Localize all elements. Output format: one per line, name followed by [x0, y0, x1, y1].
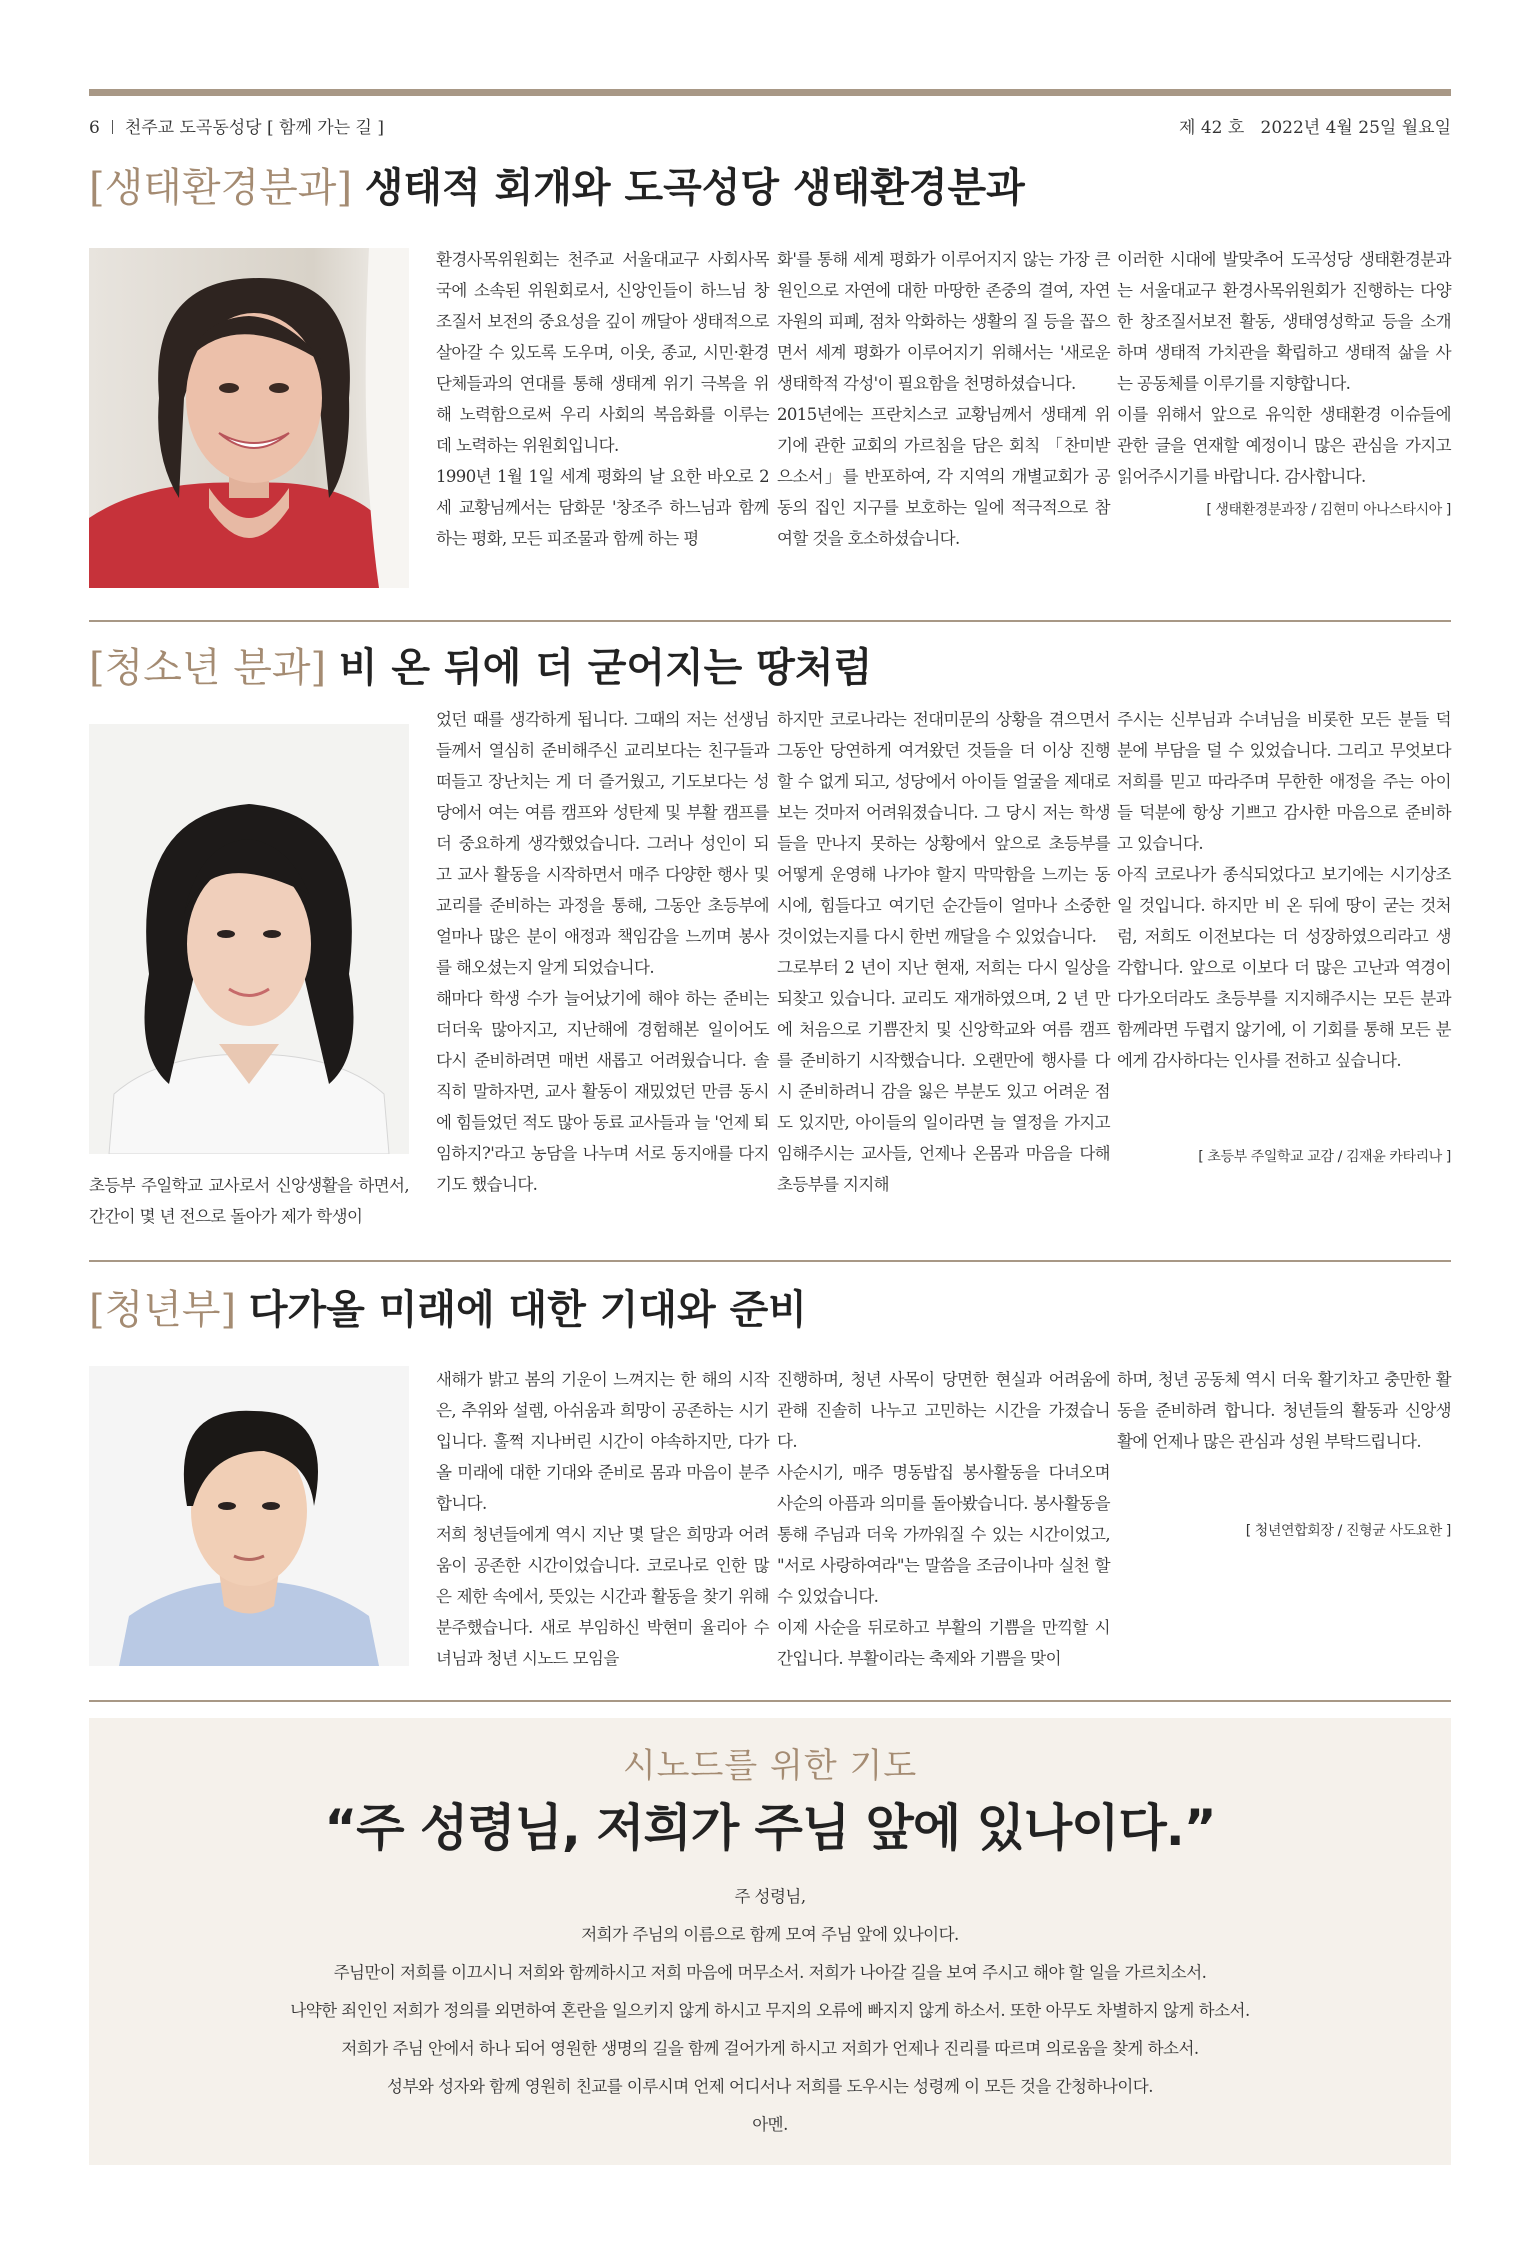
article-column-3 — [777, 704, 1110, 1200]
prayer-title: “주 성령님, 저희가 주님 앞에 있나이다.” — [324, 1799, 1216, 1857]
article-column-1 — [89, 1170, 409, 1232]
article-paragraph: 하며, 청년 공동체 역시 더욱 활기차고 충만한 활동을 준비하려 합니다. 청년들의 활동과 신앙생활에 언제나 많은 관심과 성원 부탁드립니다. — [1117, 1370, 1451, 1451]
prayer-line: 성부와 성자와 함께 영원히 친교를 이루시며 언제 어디서나 저희를 도우시는 성령께 이 모든 것을 간청하나이다. — [387, 2077, 1153, 2096]
section-divider — [89, 620, 1451, 622]
issue-number: 제 42 호 — [1179, 118, 1245, 138]
article-column-3 — [1117, 244, 1451, 492]
article-paragraph: 새해가 밝고 봄의 기운이 느껴지는 한 해의 시작은, 추위와 설렘, 아쉬움과 희망이 공존하는 시기입니다. 훌쩍 지나버린 시간이 야속하지만, 다가올 미래에 대한 기대와 준비로 몸과 마음이 분주합니다. — [436, 1370, 769, 1513]
author-byline: [ 청년연합회장 / 진형균 사도요한 ] — [1245, 1523, 1451, 1539]
article-paragraph: 이를 위해서 앞으로 유익한 생태환경 이슈들에 관한 글을 연재할 예정이니 많은 관심을 가지고 읽어주시기를 바랍니다. 감사합니다. — [1117, 405, 1451, 486]
article-column-2 — [436, 704, 769, 1200]
article-paragraph: 해마다 학생 수가 늘어났기에 해야 하는 준비는 더더욱 많아지고, 지난해에 경험해본 일이어도 다시 준비하려면 매번 새롭고 어려웠습니다. 솔직히 말하자면, 교사 활동이 재밌었던 만큼 동시에 힘들었던 적도 많아 동료 교사들과 늘 '언제 퇴임하지?'라고 농담을 나누며 서로 동지애를 다지기도 했습니다. — [436, 989, 769, 1194]
article-paragraph: 그로부터 2 년이 지난 현재, 저희는 다시 일상을 되찾고 있습니다. 교리도 재개하였으며, 2 년 만에 처음으로 기쁨잔치 및 신앙학교와 여름 캠프를 준비하기 시작했습니다. 오랜만에 행사를 다시 준비하려니 감을 잃은 부분도 있고 어려운 점도 있지만, 아이들의 일이라면 늘 열정을 가지고 임해주시는 교사들, 언제나 온몸과 마음을 다해 초등부를 지지해 — [777, 958, 1110, 1194]
header-right — [1179, 113, 1451, 138]
author-byline: [ 초등부 주일학교 교감 / 김재윤 카타리나 ] — [1198, 1149, 1451, 1165]
prayer-text — [89, 1878, 1451, 2144]
section-young-adult — [89, 1282, 1451, 1702]
article-paragraph: 었던 때를 생각하게 됩니다. 그때의 저는 선생님들께서 열심히 준비해주신 교리보다는 친구들과 떠들고 장난치는 게 더 즐거웠고, 기도보다는 성당에서 여는 여름 캠프와 성탄제 및 부활 캠프를 더 중요하게 생각했었습니다. 그러나 성인이 되고 교사 활동을 시작하면서 매주 다양한 행사 및 교리를 준비하는 과정을 통해, 그동안 초등부에 얼마나 많은 분이 애정과 책임감을 느끼며 봉사를 해오셨는지 알게 되었습니다. — [436, 710, 769, 977]
section-category: [청년부] — [89, 1287, 237, 1333]
issue-date: 2022년 4월 25일 월요일 — [1260, 118, 1451, 138]
prayer-line: 아멘. — [752, 2115, 788, 2134]
author-photo — [89, 1366, 409, 1666]
article-column-3 — [1117, 1364, 1451, 1457]
article-paragraph: 사순시기, 매주 명동밥집 봉사활동을 다녀오며 사순의 아픔과 의미를 돌아봤습니다. 봉사활동을 통해 주님과 더욱 가까워질 수 있는 시간이었고, "서로 사랑하여라"는 말씀을 조금이나마 실천 할 수 있었습니다. — [777, 1463, 1110, 1606]
article-paragraph: 초등부 주일학교 교사로서 신앙생활을 하면서, 간간이 몇 년 전으로 돌아가 제가 학생이 — [89, 1176, 409, 1226]
header-separator — [112, 120, 113, 134]
article-paragraph: 저희 청년들에게 역시 지난 몇 달은 희망과 어려움이 공존한 시간이었습니다. 코로나로 인한 많은 제한 속에서, 뜻있는 시간과 활동을 찾기 위해 분주했습니다. 새로 부임하신 박현미 율리아 수녀님과 청년 시노드 모임을 — [436, 1525, 769, 1668]
article-paragraph: 아직 코로나가 종식되었다고 보기에는 시기상조일 것입니다. 하지만 비 온 뒤에 땅이 굳는 것처럼, 저희도 이전보다는 더 성장하였으리라고 생각합니다. 앞으로 이보다 더 많은 고난과 역경이 다가오더라도 초등부를 지지해주시는 모든 분과 함께라면 두렵지 않기에, 이 기회를 통해 모든 분에게 감사하다는 인사를 전하고 싶습니다. — [1117, 865, 1451, 1070]
article-paragraph: 이러한 시대에 발맞추어 도곡성당 생태환경분과는 서울대교구 환경사목위원회가 진행하는 다양한 창조질서보전 활동, 생태영성학교 등을 소개하며 생태적 가치관을 확립하고 생태적 삶을 사는 공동체를 이루기를 지향합니다. — [1117, 250, 1451, 393]
section-headline: 생태적 회개와 도곡성당 생태환경분과 — [364, 165, 1025, 211]
section-title — [89, 1282, 807, 1338]
prayer-line: 주 성령님, — [734, 1887, 806, 1906]
section-ecology — [89, 160, 1451, 620]
publication-name: 천주교 도곡동성당 — [124, 118, 262, 138]
article-paragraph: 주시는 신부님과 수녀님을 비롯한 모든 분들 덕분에 부담을 덜 수 있었습니다. 그리고 무엇보다 저희를 믿고 따라주며 무한한 애정을 주는 아이들 덕분에 항상 기쁘고 감사한 마음으로 준비하고 있습니다. — [1117, 710, 1451, 853]
section-headline: 다가올 미래에 대한 기대와 준비 — [248, 1287, 807, 1333]
prayer-line: 나약한 죄인인 저희가 정의를 외면하여 혼란을 일으키지 않게 하시고 무지의 오류에 빠지지 않게 하소서. 또한 아무도 차별하지 않게 하소서. — [290, 2001, 1250, 2020]
section-title — [89, 640, 872, 696]
section-divider — [89, 1260, 1451, 1262]
prayer-subtitle: 시노드를 위한 기도 — [622, 1746, 918, 1786]
article-paragraph: 2015년에는 프란치스코 교황님께서 생태계 위기에 관한 교회의 가르침을 담은 회칙 「찬미받으소서」를 반포하여, 각 지역의 개별교회가 공동의 집인 지구를 보호하는 일에 적극적으로 참여할 것을 호소하셨습니다. — [777, 405, 1110, 548]
page-header — [89, 108, 1451, 138]
section-divider — [89, 1700, 1451, 1702]
article-column-1 — [436, 244, 769, 554]
prayer-box — [89, 1718, 1451, 2165]
article-paragraph: 하지만 코로나라는 전대미문의 상황을 겪으면서 그동안 당연하게 여겨왔던 것들을 더 이상 진행할 수 없게 되고, 성당에서 아이들 얼굴을 제대로 보는 것마저 어려워졌습니다. 그 당시 저는 학생들을 만나지 못하는 상황에서 앞으로 초등부를 어떻게 운영해 나가야 할지 막막함을 느끼는 동시에, 힘들다고 여기던 순간들이 얼마나 소중한 것이었는지를 다시 한번 깨달을 수 있었습니다. — [777, 710, 1110, 946]
article-paragraph: 이제 사순을 뒤로하고 부활의 기쁨을 만끽할 시간입니다. 부활이라는 축제와 기쁨을 맞이 — [777, 1618, 1110, 1668]
prayer-line: 주님만이 저희를 이끄시니 저희와 함께하시고 저희 마음에 머무소서. 저희가 나아갈 길을 보여 주시고 해야 할 일을 가르치소서. — [333, 1963, 1207, 1982]
page-number: 6 — [89, 118, 100, 138]
author-photo — [89, 724, 409, 1154]
top-rule — [89, 89, 1451, 96]
article-column-2 — [777, 244, 1110, 554]
article-column-2 — [777, 1364, 1110, 1674]
author-photo — [89, 248, 409, 588]
article-column-1 — [436, 1364, 769, 1674]
section-category: [생태환경분과] — [89, 165, 353, 211]
header-left — [89, 113, 384, 138]
publication-subtitle: [ 함께 가는 길 ] — [267, 118, 385, 138]
prayer-line: 저희가 주님의 이름으로 함께 모여 주님 앞에 있나이다. — [581, 1925, 959, 1944]
article-paragraph: 환경사목위원회는 천주교 서울대교구 사회사목국에 소속된 위원회로서, 신앙인들이 하느님 창조질서 보전의 중요성을 깊이 깨달아 생태적으로 살아갈 수 있도록 도우며, 이웃, 종교, 시민·환경단체들과의 연대를 통해 생태계 위기 극복을 위해 노력함으로써 우리 사회의 복음화를 이루는 데 노력하는 위원회입니다. — [436, 250, 769, 455]
author-byline: [ 생태환경분과장 / 김현미 아나스타시아 ] — [1206, 502, 1451, 518]
section-youth — [89, 640, 1451, 1270]
article-paragraph: 화'를 통해 세계 평화가 이루어지지 않는 가장 큰 원인으로 자연에 대한 마땅한 존중의 결여, 자연자원의 피폐, 점차 악화하는 생활의 질 등을 꼽으면서 세계 평화가 이루어지기 위해서는 '새로운 생태학적 각성'이 필요함을 천명하셨습니다. — [777, 250, 1110, 393]
section-category: [청소년 분과] — [89, 645, 327, 691]
article-paragraph: 1990년 1월 1일 세계 평화의 날 요한 바오로 2세 교황님께서는 담화문 '창조주 하느님과 함께하는 평화, 모든 피조물과 함께 하는 평 — [436, 467, 769, 548]
article-paragraph: 진행하며, 청년 사목이 당면한 현실과 어려움에 관해 진솔히 나누고 고민하는 시간을 가졌습니다. — [777, 1370, 1110, 1451]
section-title — [89, 160, 1025, 216]
article-column-4 — [1117, 704, 1451, 1076]
section-headline: 비 온 뒤에 더 굳어지는 땅처럼 — [338, 645, 873, 691]
prayer-line: 저희가 주님 안에서 하나 되어 영원한 생명의 길을 함께 걸어가게 하시고 저희가 언제나 진리를 따르며 의로움을 찾게 하소서. — [341, 2039, 1199, 2058]
